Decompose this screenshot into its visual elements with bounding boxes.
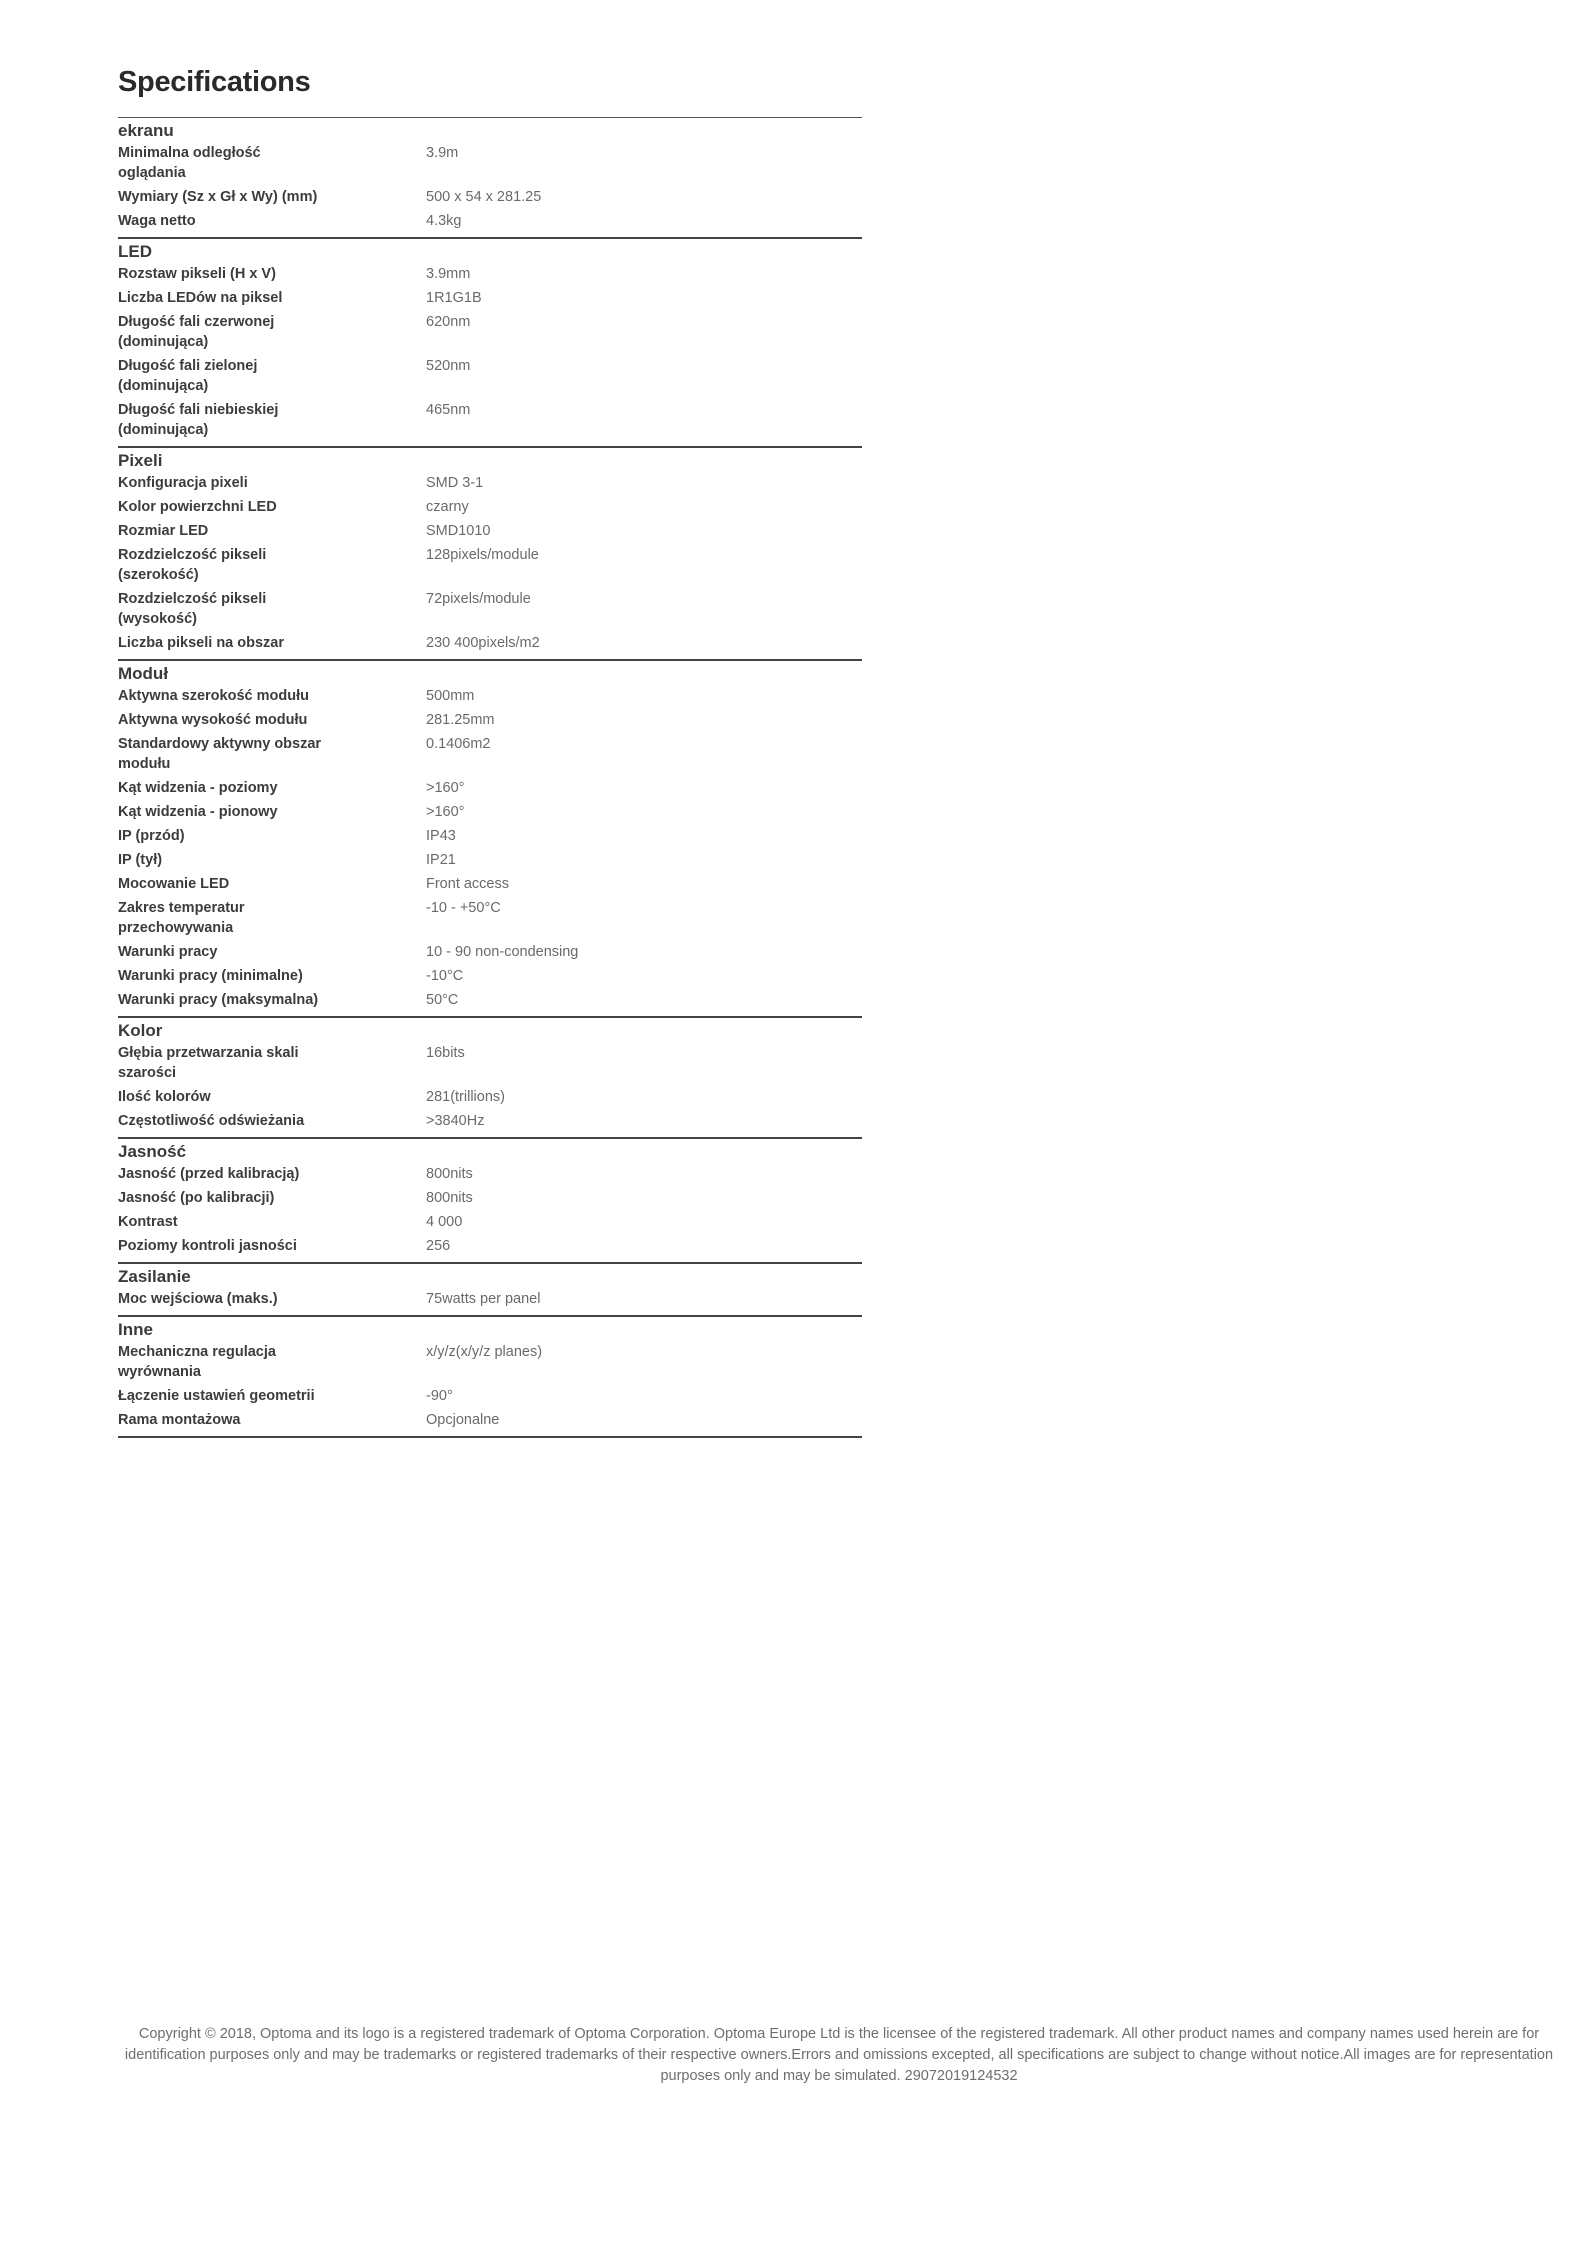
- spec-label: Częstotliwość odświeżania: [118, 1113, 305, 1129]
- spec-label: Aktywna wysokość modułu: [118, 712, 308, 728]
- spec-row: [118, 1087, 862, 1111]
- spec-value: 50°C: [426, 992, 459, 1008]
- spec-value: x/y/z(x/y/z planes): [426, 1344, 543, 1360]
- page-title: Specifications: [118, 66, 311, 98]
- spec-row: [118, 874, 862, 898]
- spec-label: Rozdzielczość pikseli (szerokość): [118, 547, 267, 583]
- spec-row: [118, 734, 862, 778]
- spec-row: [118, 633, 862, 657]
- spec-label: Rozdzielczość pikseli (wysokość): [118, 591, 267, 627]
- spec-row: [118, 312, 862, 356]
- spec-row: [118, 1386, 862, 1410]
- spec-label: Rama montażowa: [118, 1412, 241, 1428]
- spec-label: Konfiguracja pixeli: [118, 475, 248, 491]
- spec-value: czarny: [426, 499, 469, 515]
- spec-label: Łączenie ustawień geometrii: [118, 1388, 315, 1404]
- spec-row: [118, 1212, 862, 1236]
- spec-section: [118, 661, 862, 1018]
- spec-label: Zakres temperatur przechowywania: [118, 900, 245, 936]
- spec-value: 500mm: [426, 688, 475, 704]
- spec-section: [118, 118, 862, 239]
- spec-value: 3.9mm: [426, 266, 471, 282]
- spec-section: [118, 1317, 862, 1438]
- spec-row: [118, 1236, 862, 1260]
- spec-value: 72pixels/module: [426, 591, 531, 607]
- spec-row: [118, 473, 862, 497]
- spec-row: [118, 990, 862, 1014]
- spec-label: Liczba LEDów na piksel: [118, 290, 283, 306]
- spec-label: Głębia przetwarzania skali szarości: [118, 1045, 299, 1081]
- spec-row: [118, 826, 862, 850]
- spec-value: >160°: [426, 804, 465, 820]
- spec-value: 0.1406m2: [426, 736, 491, 752]
- spec-row: [118, 1289, 862, 1313]
- spec-label: Wymiary (Sz x Gł x Wy) (mm): [118, 189, 318, 205]
- spec-row: [118, 400, 862, 444]
- spec-value: 10 - 90 non-condensing: [426, 944, 579, 960]
- spec-label: Warunki pracy: [118, 944, 218, 960]
- spec-label: Moc wejściowa (maks.): [118, 1291, 278, 1307]
- spec-value: 128pixels/module: [426, 547, 539, 563]
- spec-section: [118, 448, 862, 661]
- spec-row: [118, 710, 862, 734]
- spec-row: [118, 898, 862, 942]
- spec-label: IP (przód): [118, 828, 185, 844]
- section-title: LED: [118, 242, 152, 261]
- spec-row: [118, 1410, 862, 1434]
- section-title: Jasność: [118, 1142, 187, 1161]
- section-title: Zasilanie: [118, 1267, 191, 1286]
- spec-label: Kolor powierzchni LED: [118, 499, 277, 515]
- spec-row: [118, 264, 862, 288]
- spec-value: >160°: [426, 780, 465, 796]
- spec-value: 520nm: [426, 358, 471, 374]
- spec-value: 1R1G1B: [426, 290, 482, 306]
- spec-label: Jasność (przed kalibracją): [118, 1166, 300, 1182]
- spec-value: -10 - +50°C: [426, 900, 501, 916]
- spec-value: 4.3kg: [426, 213, 462, 229]
- spec-label: Waga netto: [118, 213, 196, 229]
- spec-label: Kąt widzenia - poziomy: [118, 780, 278, 796]
- spec-label: Warunki pracy (maksymalna): [118, 992, 319, 1008]
- spec-label: Aktywna szerokość modułu: [118, 688, 309, 704]
- spec-value: 3.9m: [426, 145, 459, 161]
- section-title: Pixeli: [118, 451, 163, 470]
- specifications-table: [118, 117, 862, 1438]
- spec-value: 281.25mm: [426, 712, 495, 728]
- spec-row: [118, 545, 862, 589]
- spec-label: Minimalna odległość oglądania: [118, 145, 261, 181]
- spec-label: Długość fali zielonej (dominująca): [118, 358, 258, 394]
- spec-row: [118, 966, 862, 990]
- spec-row: [118, 1164, 862, 1188]
- spec-row: [118, 942, 862, 966]
- copyright-footer: Copyright © 2018, Optoma and its logo is a registered trademark of Optoma Corporation. Optoma Europe Ltd is the licensee of the registered trademark. All other product names and company names used herein are for identification purposes only and may be trademarks or registered trademarks of their respective owners.Errors and omissions excepted, all specifications are subject to change without notice.All images are for representation purposes only and may be simulated. 29072019124532: [124, 2026, 1554, 2084]
- spec-value: Opcjonalne: [426, 1412, 500, 1428]
- spec-row: [118, 589, 862, 633]
- spec-value: 800nits: [426, 1166, 473, 1182]
- spec-label: Kontrast: [118, 1214, 178, 1230]
- spec-value: 620nm: [426, 314, 471, 330]
- spec-label: Długość fali czerwonej (dominująca): [118, 314, 275, 350]
- spec-section: [118, 1139, 862, 1264]
- spec-value: -10°C: [426, 968, 464, 984]
- spec-row: [118, 143, 862, 187]
- spec-section: [118, 239, 862, 448]
- spec-value: -90°: [426, 1388, 453, 1404]
- spec-row: [118, 288, 862, 312]
- spec-row: [118, 850, 862, 874]
- spec-row: [118, 187, 862, 211]
- spec-label: Rozmiar LED: [118, 523, 209, 539]
- section-title: Kolor: [118, 1021, 163, 1040]
- spec-value: 75watts per panel: [426, 1291, 541, 1307]
- section-title: Inne: [118, 1320, 153, 1339]
- spec-label: Poziomy kontroli jasności: [118, 1238, 297, 1254]
- spec-value: 465nm: [426, 402, 471, 418]
- spec-label: Mechaniczna regulacja wyrównania: [118, 1344, 276, 1380]
- spec-label: Długość fali niebieskiej (dominująca): [118, 402, 279, 438]
- spec-value: Front access: [426, 876, 509, 892]
- spec-value: SMD1010: [426, 523, 491, 539]
- spec-value: 281(trillions): [426, 1089, 505, 1105]
- spec-row: [118, 356, 862, 400]
- spec-label: Warunki pracy (minimalne): [118, 968, 303, 984]
- spec-value: 4 000: [426, 1214, 463, 1230]
- spec-label: Rozstaw pikseli (H x V): [118, 266, 276, 282]
- spec-value: 500 x 54 x 281.25: [426, 189, 542, 205]
- section-title: Moduł: [118, 664, 169, 683]
- spec-label: Ilość kolorów: [118, 1089, 211, 1105]
- spec-value: 16bits: [426, 1045, 465, 1061]
- spec-section: [118, 1018, 862, 1139]
- spec-label: Jasność (po kalibracji): [118, 1190, 275, 1206]
- spec-row: [118, 521, 862, 545]
- spec-value: 230 400pixels/m2: [426, 635, 540, 651]
- spec-value: IP21: [426, 852, 456, 868]
- spec-label: Kąt widzenia - pionowy: [118, 804, 278, 820]
- section-title: ekranu: [118, 121, 174, 140]
- spec-row: [118, 1043, 862, 1087]
- spec-value: >3840Hz: [426, 1113, 485, 1129]
- spec-section: [118, 1264, 862, 1317]
- spec-value: IP43: [426, 828, 456, 844]
- spec-value: 800nits: [426, 1190, 473, 1206]
- spec-row: [118, 1342, 862, 1386]
- spec-label: Standardowy aktywny obszar modułu: [118, 736, 322, 772]
- spec-row: [118, 1188, 862, 1212]
- spec-label: Liczba pikseli na obszar: [118, 635, 284, 651]
- spec-row: [118, 497, 862, 521]
- spec-row: [118, 778, 862, 802]
- spec-row: [118, 211, 862, 235]
- spec-row: [118, 802, 862, 826]
- spec-value: SMD 3-1: [426, 475, 484, 491]
- spec-label: Mocowanie LED: [118, 876, 230, 892]
- spec-row: [118, 686, 862, 710]
- spec-value: 256: [426, 1238, 451, 1254]
- spec-label: IP (tył): [118, 852, 163, 868]
- spec-row: [118, 1111, 862, 1135]
